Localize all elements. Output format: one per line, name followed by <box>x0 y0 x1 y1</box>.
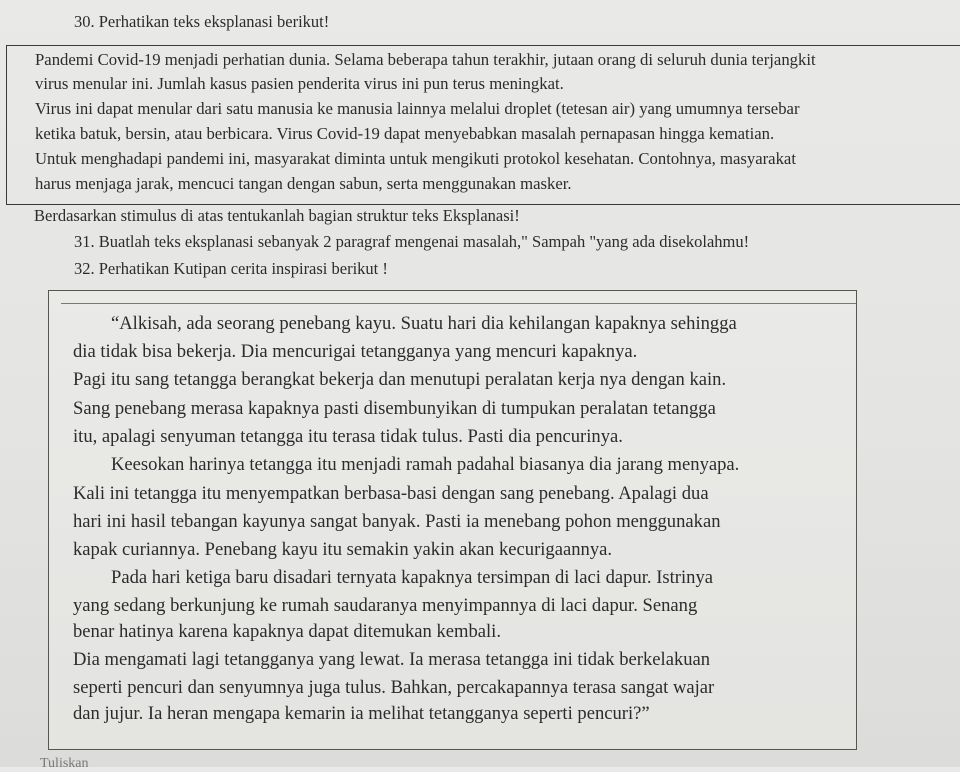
explanation-text-box <box>6 45 960 205</box>
story-line: Dia mengamati lagi tetangganya yang lewat. Ia merasa tetangga ini tidak berkelakuan <box>73 649 711 670</box>
story-line: dia tidak bisa bekerja. Dia mencurigai tetangganya yang mencuri kapaknya. <box>73 341 638 362</box>
story-line: kapak curiannya. Penebang kayu itu semakin yakin akan kecurigaannya. <box>73 539 613 560</box>
story-line: yang sedang berkunjung ke rumah saudaranya menyimpannya di laci dapur. Senang <box>73 595 698 616</box>
cut-off-text: Tuliskan <box>40 756 89 771</box>
story-line: Sang penebang merasa kapaknya pasti disembunyikan di tumpukan peralatan tetangga <box>73 398 716 419</box>
story-line: Pagi itu sang tetangga berangkat bekerja dan menutupi peralatan kerja nya dengan kain. <box>73 369 727 390</box>
story-line: Pada hari ketiga baru disadari ternyata kapaknya tersimpan di laci dapur. Istrinya <box>111 567 714 588</box>
story-line: itu, apalagi senyuman tetangga itu terasa tidak tulus. Pasti dia pencurinya. <box>73 426 623 447</box>
story-line: hari ini hasil tebangan kayunya sangat banyak. Pasti ia menebang pohon menggunakan <box>73 511 721 532</box>
explanation-line: virus menular ini. Jumlah kasus pasien penderita virus ini pun terus meningkat. <box>35 74 564 93</box>
explanation-line: ketika batuk, bersin, atau berbicara. Virus Covid-19 dapat menyebabkan masalah pernapasan hingga kematian. <box>35 124 775 143</box>
story-line: Keesokan harinya tetangga itu menjadi ramah padahal biasanya dia jarang menyapa. <box>111 454 740 475</box>
instruction-text: Berdasarkan stimulus di atas tentukanlah bagian struktur teks Eksplanasi! <box>34 206 520 225</box>
explanation-line: Pandemi Covid-19 menjadi perhatian dunia. Selama beberapa tahun terakhir, jutaan orang di seluruh dunia terjangkit <box>35 50 816 69</box>
explanation-line: Untuk menghadapi pandemi ini, masyarakat diminta untuk mengikuti protokol kesehatan. Contohnya, masyarakat <box>35 149 796 168</box>
explanation-line: harus menjaga jarak, mencuci tangan dengan sabun, serta menggunakan masker. <box>35 174 572 193</box>
story-line: benar hatinya karena kapaknya dapat ditemukan kembali. <box>73 621 501 642</box>
story-line: dan jujur. Ia heran mengapa kemarin ia melihat tetangganya seperti pencuri?” <box>73 703 650 724</box>
inspiration-story-box <box>48 290 857 750</box>
story-line: seperti pencuri dan senyumnya juga tulus. Bahkan, percakapannya terasa sangat wajar <box>73 677 715 698</box>
question-30: 30. Perhatikan teks eksplanasi berikut! <box>74 12 330 31</box>
story-line: Kali ini tetangga itu menyempatkan berbasa-basi dengan sang penebang. Apalagi dua <box>73 483 709 504</box>
explanation-line: Virus ini dapat menular dari satu manusia ke manusia lainnya melalui droplet (tetesan air) yang umumnya tersebar <box>35 99 800 118</box>
question-31: 31. Buatlah teks eksplanasi sebanyak 2 paragraf mengenai masalah," Sampah "yang ada disekolahmu! <box>74 232 750 251</box>
question-32: 32. Perhatikan Kutipan cerita inspirasi berikut ! <box>74 259 388 278</box>
box-top-rule <box>61 303 856 304</box>
story-line: “Alkisah, ada seorang penebang kayu. Suatu hari dia kehilangan kapaknya sehingga <box>111 313 737 334</box>
